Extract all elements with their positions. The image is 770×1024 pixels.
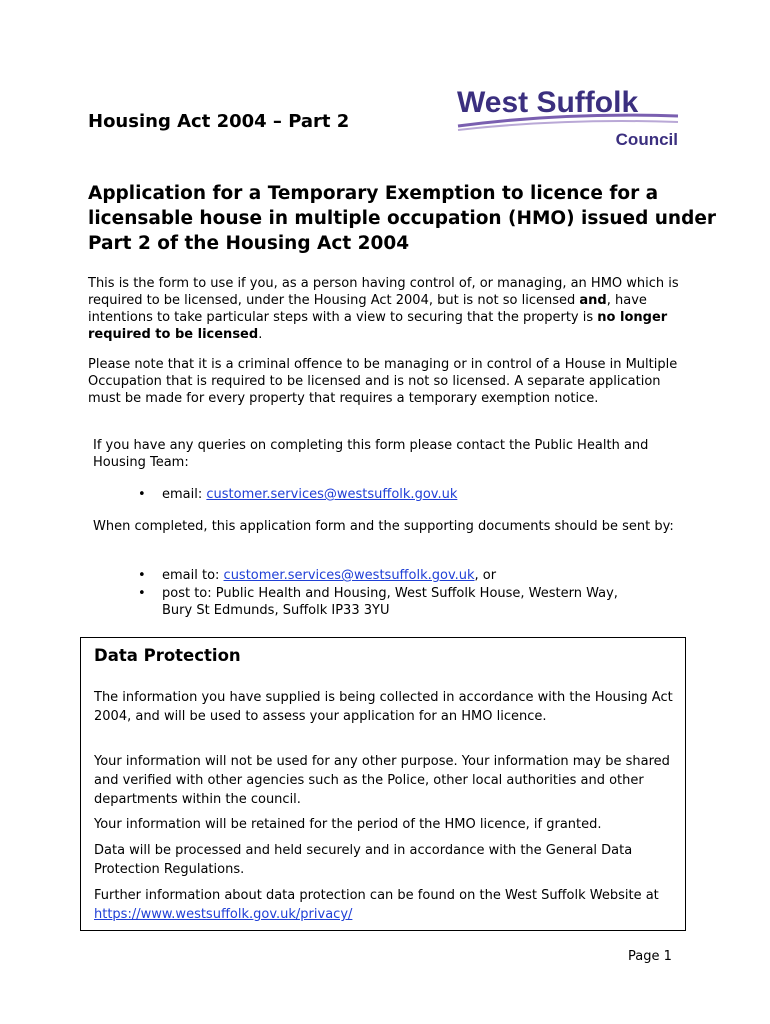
data-protection-paragraph-3: Your information will be retained for the period of the HMO licence, if granted. bbox=[94, 817, 602, 832]
page-number: Page 1 bbox=[628, 949, 672, 964]
page-title: Application for a Temporary Exemption to licence for a licensable house in multiple occupation (HMO) issued under Part 2 of the Housing Act 2004 bbox=[88, 183, 717, 254]
data-protection-paragraph-2: Your information will not be used for any other purpose. Your information may be shared and verified with other agencies such as the Police, other local authorities and other departments within the council. bbox=[94, 754, 670, 807]
bullet-icon: • bbox=[138, 568, 146, 583]
intro-paragraph-1 bbox=[88, 275, 688, 343]
intro-paragraph-4: When completed, this application form and the supporting documents should be sent by: bbox=[93, 519, 674, 534]
submit-email-link[interactable]: customer.services@westsuffolk.gov.uk bbox=[223, 568, 475, 583]
data-protection-box bbox=[80, 637, 686, 931]
intro-paragraph-2: Please note that it is a criminal offence to be managing or in control of a House in Multiple Occupation that is required to be licensed and is not so licensed. A separate application must be made for every property that requires a temporary exemption notice. bbox=[88, 357, 678, 406]
west-suffolk-council-logo bbox=[454, 82, 684, 152]
data-protection-paragraph-1: The information you have supplied is being collected in accordance with the Housing Act 2004, and will be used to assess your application for an HMO licence. bbox=[94, 690, 673, 724]
intro-paragraph-3: If you have any queries on completing this form please contact the Public Health and Housing Team: bbox=[93, 438, 649, 470]
list-item-post-to bbox=[138, 585, 652, 619]
intro-bold-phrase: no longer required to be licensed bbox=[88, 310, 668, 342]
logo-name: West Suffolk bbox=[457, 86, 639, 119]
data-protection-title: Data Protection bbox=[94, 646, 241, 665]
intro-text-a: This is the form to use if you, as a person having control of, or managing, an HMO which is required to be licensed, under the Housing Act 2004, but is not so licensed bbox=[88, 276, 679, 308]
email-to-label: email to: bbox=[162, 568, 224, 583]
bullet-icon: • bbox=[138, 586, 146, 601]
data-protection-paragraph-5 bbox=[94, 886, 679, 924]
logo-graphic bbox=[454, 82, 684, 152]
intro-bold-and: and bbox=[579, 293, 607, 308]
email-label: email: bbox=[162, 487, 207, 502]
privacy-link[interactable]: https://www.westsuffolk.gov.uk/privacy/ bbox=[94, 907, 353, 922]
intro-text-b: , have intentions to take particular steps with a view to securing that the property is bbox=[88, 293, 647, 325]
bullet-icon: • bbox=[138, 487, 146, 502]
list-item-contact-email bbox=[138, 486, 458, 503]
post-to-text: post to: Public Health and Housing, West Suffolk House, Western Way, Bury St Edmunds, Suffolk IP33 3YU bbox=[162, 586, 618, 618]
data-protection-paragraph-4: Data will be processed and held securely and in accordance with the General Data Protection Regulations. bbox=[94, 843, 633, 877]
contact-email-link[interactable]: customer.services@westsuffolk.gov.uk bbox=[206, 487, 458, 502]
privacy-text: Further information about data protection can be found on the West Suffolk Website at bbox=[94, 888, 659, 903]
intro-text-c: . bbox=[258, 327, 263, 342]
list-item-email-to bbox=[138, 567, 497, 584]
email-to-suffix: , or bbox=[474, 568, 497, 583]
logo-sub: Council bbox=[615, 130, 678, 149]
act-title: Housing Act 2004 – Part 2 bbox=[88, 111, 350, 132]
